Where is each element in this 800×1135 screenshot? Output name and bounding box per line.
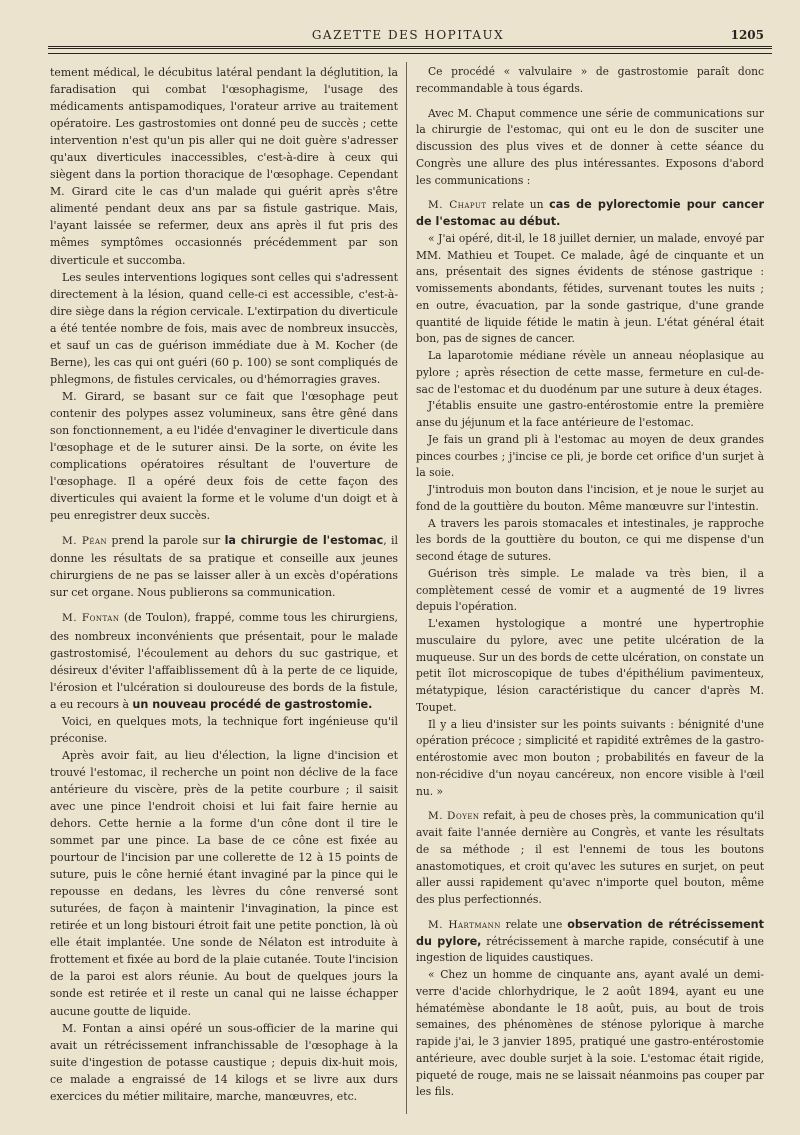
column-divider bbox=[406, 62, 407, 1114]
speaker-name: M. Doyen bbox=[428, 810, 480, 823]
topic-heading: un nouveau procédé de gastrostomie. bbox=[132, 697, 373, 711]
speaker-name: M. Péan bbox=[62, 535, 108, 548]
header-rule-double bbox=[48, 46, 772, 49]
page-header bbox=[48, 26, 768, 46]
paragraph: Il y a lieu d'insister sur les points suivants : bénignité d'une opération précoce ; simplicité et rapidité extrêmes de la gastro-entérostomie avec mon bouton ; probabilités en faveur de la non-récidive d'un noyau cancéreux, non encore visible à l'œil nu. » bbox=[416, 717, 764, 798]
paragraph: Voici, en quelques mots, la technique fort ingénieuse qu'il préconise. bbox=[50, 714, 398, 745]
paragraph: Ce procédé « valvulaire » de gastrostomie paraît donc recommandable à tous égards. bbox=[416, 65, 764, 95]
text-run: rétrécissement à marche rapide, consécutif à une ingestion de liquides caustiques. bbox=[416, 934, 764, 965]
text-run: , il donne les résultats de sa pratique et conseille aux jeunes chirurgiens de ne pas se laisser aller à un excès d'opérations sur cet organe. Nous publierons sa communication. bbox=[50, 534, 398, 600]
paragraph: « Chez un homme de cinquante ans, ayant avalé un demi-verre d'acide chlorhydrique, le 2 août 1894, ayant eu une hématémèse abondante le 18 août, puis, au bout de trois semaines, des phénomènes de sténose pylorique à marche rapide j'ai, le 3 janvier 1895, pratiqué une gastro-entérostomie antérieure, avec double surjet à la soie. L'estomac était rigide, piqueté de rouge, mais ne se laissait néanmoins pas couper par les fils. bbox=[416, 968, 764, 1099]
paragraph: M. Fontan a ainsi opéré un sous-officier de la marine qui avait un rétrécissement infranchissable de l'œsophage à la suite d'ingestion de potasse caustique ; depuis dix-huit mois, ce malade a engraissé de 14 kilogs et se livre aux durs exercices du métier militaire, marche, manœuvres, etc. bbox=[50, 1021, 398, 1103]
left-column bbox=[50, 64, 398, 1105]
paragraph: Les seules interventions logiques sont celles qui s'adressent directement à la lésion, quand celle-ci est accessible, c'est-à-dire siège dans la région cervicale. L'extirpation du diverticule a été tentée nombre de fois, mais avec de nombreux insuccès, et sauf un cas de guérison immédiate due à M. Kocher (de Berne), les cas qui ont guéri (60 p. 100) se sont compliqués de phlegmons, de fistules cervicales, ou d'hémorragies graves. bbox=[50, 270, 398, 386]
paragraph-chaput bbox=[416, 197, 764, 231]
paragraph: A travers les parois stomacales et intestinales, je rapproche les bords de la gouttière du bouton, ce qui me dispense d'un second étage de sutures. bbox=[416, 516, 764, 563]
paragraph-fontan bbox=[50, 609, 398, 712]
text-run: (de Toulon), frappé, comme tous les chirurgiens, des nombreux inconvénients que présentait, pour le malade gastrostomisé, l'écoulement au dehors du suc gastrique, et désireux d'éviter l'affaiblissement dû à la perte de ce liquide, l'érosion et l'ulcération si douloureuse des bords de la fistule, a eu recours à bbox=[50, 611, 399, 711]
speaker-name: M. Hartmann bbox=[428, 918, 501, 931]
paragraph: Après avoir fait, au lieu d'élection, la ligne d'incision et trouvé l'estomac, il recherche un point non déclive de la face antérieure du viscère, près de la petite courbure ; il saisit avec une pince l'endroit choisi et lui fait faire hernie au dehors. Cette hernie a la forme d'un cône dont il tire le sommet par une pince. La base de ce cône est fixée au pourtour de l'incision par une collerette de 12 à 15 points de suture, puis le cône hernié étant invaginé par la pince qui le repousse en dedans, les lèvres du cône renversé sont suturées, de façon à maintenir l'invagination, la pince est retirée et un long bistouri étroit fait une petite ponction, là où elle était implantée. Une sonde de Nélaton est introduite à frottement et fixée au bord de la plaie cutanée. Toute l'incision de la paroi est alors réunie. Au bout de quelques jours la sonde est retirée et il reste un canal qui ne laisse échapper aucune goutte de liquide. bbox=[50, 748, 398, 1018]
paragraph-hartmann bbox=[416, 917, 764, 967]
topic-heading: observation de rétrécissement du pylore, bbox=[416, 917, 764, 948]
paragraph: La laparotomie médiane révèle un anneau néoplasique au pylore ; après résection de cette masse, fermeture en cul-de-sac de l'estomac et du duodénum par une suture à deux étages. bbox=[416, 349, 764, 396]
header-rule-single bbox=[48, 53, 772, 54]
paragraph-pean bbox=[50, 532, 398, 601]
paragraph: L'examen hystologique a montré une hypertrophie musculaire du pylore, avec une petite ulcération de la muqueuse. Sur un des bords de cette ulcération, on constate un petit îlot microscopique de tubes d'épithélium pavimenteux, métatypique, lésion caractéristique du cancer d'après M. Toupet. bbox=[416, 617, 764, 714]
paragraph: J'introduis mon bouton dans l'incision, et je noue le surjet au fond de la gouttière du bouton. Même manœuvre sur l'intestin. bbox=[416, 483, 764, 513]
paragraph: tement médical, le décubitus latéral pendant la déglutition, la faradisation qui combat l'œsophagisme, l'usage des médicaments antispamodiques, l'orateur arrive au traitement opératoire. Les gastrostomies ont donné peu de succès ; cette intervention n'est qu'un pis aller qui ne doit guère s'adresser qu'aux diverticules inaccessibles, c'est-à-dire à ceux qui siègent dans la portion thoracique de l'œsophage. Cependant M. Girard cite le cas d'un malade qui guérit après s'être alimenté pendant deux ans par sa fistule gastrique. Mais, l'ayant laissée se refermer, deux ans après il fut pris des mêmes symptômes occasionnés précédemment par son diverticule et succomba. bbox=[50, 66, 398, 267]
topic-heading: la chirurgie de l'estomac bbox=[224, 534, 384, 548]
paragraph: « J'ai opéré, dit-il, le 18 juillet dernier, un malade, envoyé par MM. Mathieu et Toupet. Ce malade, âgé de cinquante et un ans, présentait des signes évidents de sténose gastrique : vomissements abondants, fétides, survenant toutes les nuits ; en outre, évacuation, par la sonde gastrique, d'une grande quantité de liquide fétide le matin à jeun. L'état général était bon, pas de signes de cancer. bbox=[416, 231, 764, 346]
page-number: 1205 bbox=[730, 28, 764, 42]
right-column bbox=[416, 64, 764, 1101]
text-run: relate une bbox=[500, 917, 568, 931]
paragraph: Je fais un grand pli à l'estomac au moyen de deux grandes pinces courbes ; j'incise ce pli, je borde cet orifice d'un surjet à la soie. bbox=[416, 432, 764, 480]
paragraph: M. Girard, se basant sur ce fait que l'œsophage peut contenir des polypes assez volumineux, sans être gêné dans son fonctionnement, a eu l'idée d'envaginer le diverticule dans l'œsophage et de le suturer ainsi. De la sorte, on évite les complications opératoires résultant de l'ouverture de l'œsophage. Il a opéré deux fois de cette façon des diverticules qui avaient la forme et le volume d'un doigt et à peu enregistrer deux succès. bbox=[50, 389, 398, 523]
text-run: relate un bbox=[486, 198, 550, 212]
topic-heading: cas de pylorectomie pour cancer de l'estomac au début. bbox=[416, 198, 764, 228]
text-run: prend la parole sur bbox=[107, 534, 225, 548]
speaker-name: M. Fontan bbox=[62, 612, 120, 625]
paragraph: J'établis ensuite une gastro-entérostomie entre la première anse du jéjunum et la face antérieure de l'estomac. bbox=[416, 399, 764, 429]
text-run: refait, à peu de choses près, la communication qu'il avait faite l'année dernière au Congrès, et vante les résultats de sa méthode ; il est l'ennemi de tous les boutons anastomotiques, et croit qu'avec les sutures en surjet, on peut aller aussi rapidement qu'avec n'importe quel bouton, même des plus perfectionnés. bbox=[416, 809, 764, 906]
speaker-name: M. Chaput bbox=[428, 199, 487, 212]
paragraph-doyen bbox=[416, 808, 764, 909]
journal-title: GAZETTE DES HOPITAUX bbox=[311, 28, 505, 42]
paragraph: Guérison très simple. Le malade va très bien, il a complètement cessé de vomir et a augmenté de 19 livres depuis l'opération. bbox=[416, 566, 764, 614]
paragraph: Avec M. Chaput commence une série de communications sur la chirurgie de l'estomac, qui ont eu le don de susciter une discussion des plus vives et de donner à cette séance du Congrès une allure des plus intéressantes. Exposons d'abord les communications : bbox=[416, 106, 764, 187]
